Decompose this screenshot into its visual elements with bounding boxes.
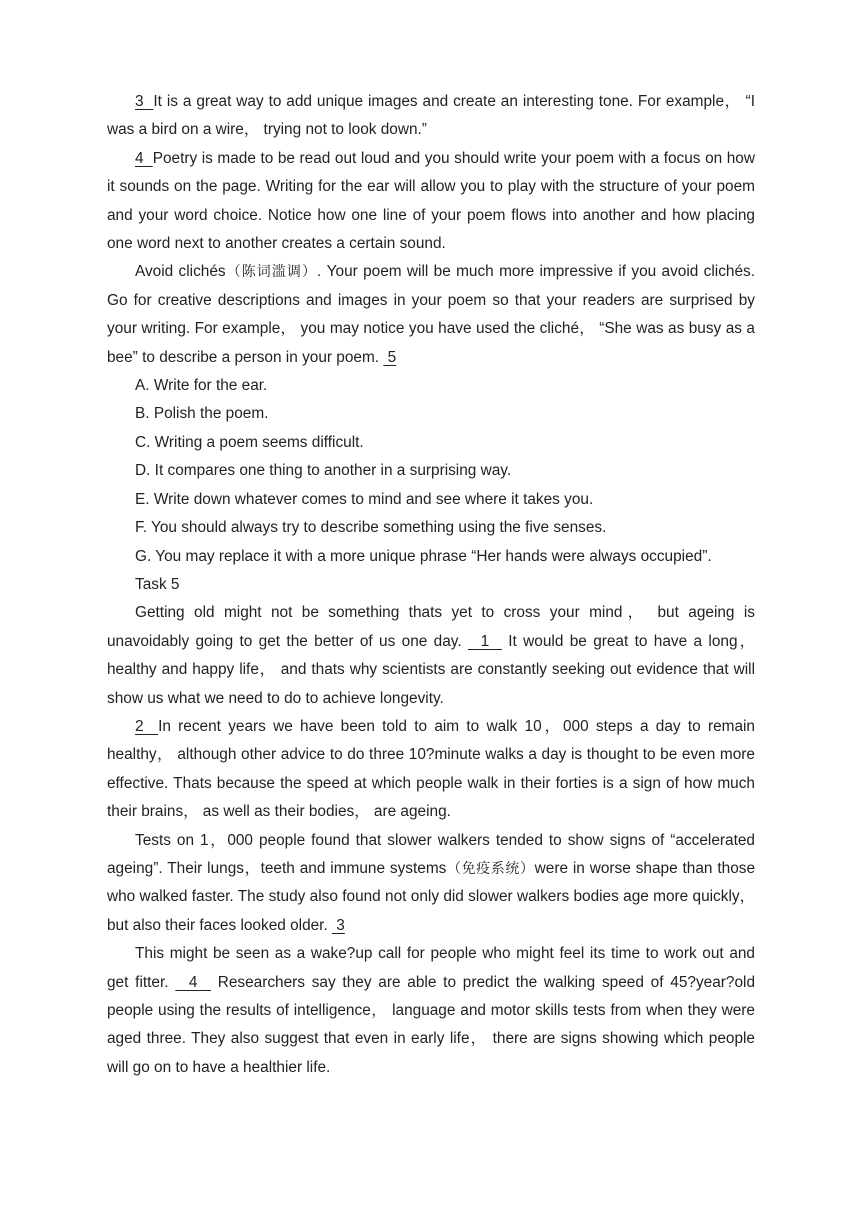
- task5-paragraph-4: [107, 940, 755, 1082]
- option-g: G. You may replace it with a more unique phrase “Her hands were always occupied”.: [135, 547, 712, 565]
- document-page: [107, 88, 755, 1082]
- option-d: D. It compares one thing to another in a surprising way.: [135, 462, 512, 480]
- paragraph-text: . Your poem will be much more impressive if you avoid clichés. Go for creative descriptions and images in your poem so that your readers are surprised by your writing. For example， you may notice you have used the cliché， “She was as busy as a bee” to describe a person in your poem.: [107, 263, 755, 366]
- paragraph-blank-4: [107, 145, 755, 259]
- task5-paragraph-1: [107, 599, 755, 713]
- paragraph-text: Tests on 1，000 people found that slower walkers tended to show signs of “accelerated ageing”. Their lungs，teeth and immune systems: [107, 831, 755, 877]
- answer-blank-3[interactable]: 3: [135, 93, 154, 110]
- option-e: E. Write down whatever comes to mind and see where it takes you.: [135, 490, 594, 508]
- paragraph-text: Researchers say they are able to predict the walking speed of 45?year?old people using the results of intelligence， language and motor skills tests from when they were aged three. They also suggest that even in early life， there are signs showing which people will go on to have a healthier life.: [107, 973, 756, 1076]
- option-f: F. You should always try to describe something using the five senses.: [135, 519, 607, 537]
- paragraph-text: Poetry is made to be read out loud and you should write your poem with a focus on how it sounds on the page. Writing for the ear will allow you to play with the structure of your poem and your word choice. Notice how one line of your poem flows into another and how placing one word next to another creates a certain sound.: [107, 149, 755, 253]
- answer-blank-1[interactable]: 1: [467, 632, 502, 650]
- paragraph-text: were in worse shape than those who walked faster. The study also found not only did slower walkers bodies age more quickly， but also their faces looked older.: [107, 859, 756, 934]
- task5-paragraph-3: [107, 827, 755, 941]
- answer-blank-5[interactable]: 5: [383, 348, 397, 366]
- chinese-gloss: （陈词滥调）: [225, 264, 318, 281]
- paragraph-text: This might be seen as a wake?up call for people who might feel its time to work out and get fitter.: [107, 945, 755, 991]
- task5-paragraph-2: [107, 713, 755, 827]
- paragraph-lead: Avoid clichés: [135, 263, 226, 281]
- section-heading-task-5: Task 5: [135, 575, 180, 593]
- paragraph-text: Getting old might not be something thats yet to cross your mind， but ageing is unavoidably going to get the better of us one day.: [107, 604, 755, 650]
- answer-blank-4[interactable]: 4: [135, 149, 153, 167]
- option-a: A. Write for the ear.: [135, 377, 268, 395]
- chinese-gloss: （免疫系统）: [446, 860, 535, 877]
- answer-blank-4[interactable]: 4: [175, 973, 211, 991]
- paragraph-text: It would be great to have a long，healthy and happy life， and thats why scientists are constantly seeking out evidence that will show us what we need to do to achieve longevity.: [107, 632, 755, 707]
- answer-blank-3[interactable]: 3: [332, 916, 345, 934]
- option-list: [107, 372, 755, 571]
- option-b: B. Polish the poem.: [135, 405, 269, 423]
- paragraph-text: In recent years we have been told to aim to walk 10，000 steps a day to remain healthy， although other advice to do three 10?minute walks a day is thought to be even more effective. Thats because the speed at which people walk in their forties is a sign of how much their brains， as well as their bodies， are ageing.: [107, 717, 755, 821]
- option-c: C. Writing a poem seems difficult.: [135, 433, 364, 451]
- paragraph-avoid-cliches: [107, 258, 755, 372]
- paragraph-blank-3: [107, 88, 755, 145]
- answer-blank-2[interactable]: 2: [135, 717, 159, 735]
- paragraph-text: It is a great way to add unique images and create an interesting tone. For example， “I was a bird on a wire， trying not to look down.”: [107, 93, 755, 139]
